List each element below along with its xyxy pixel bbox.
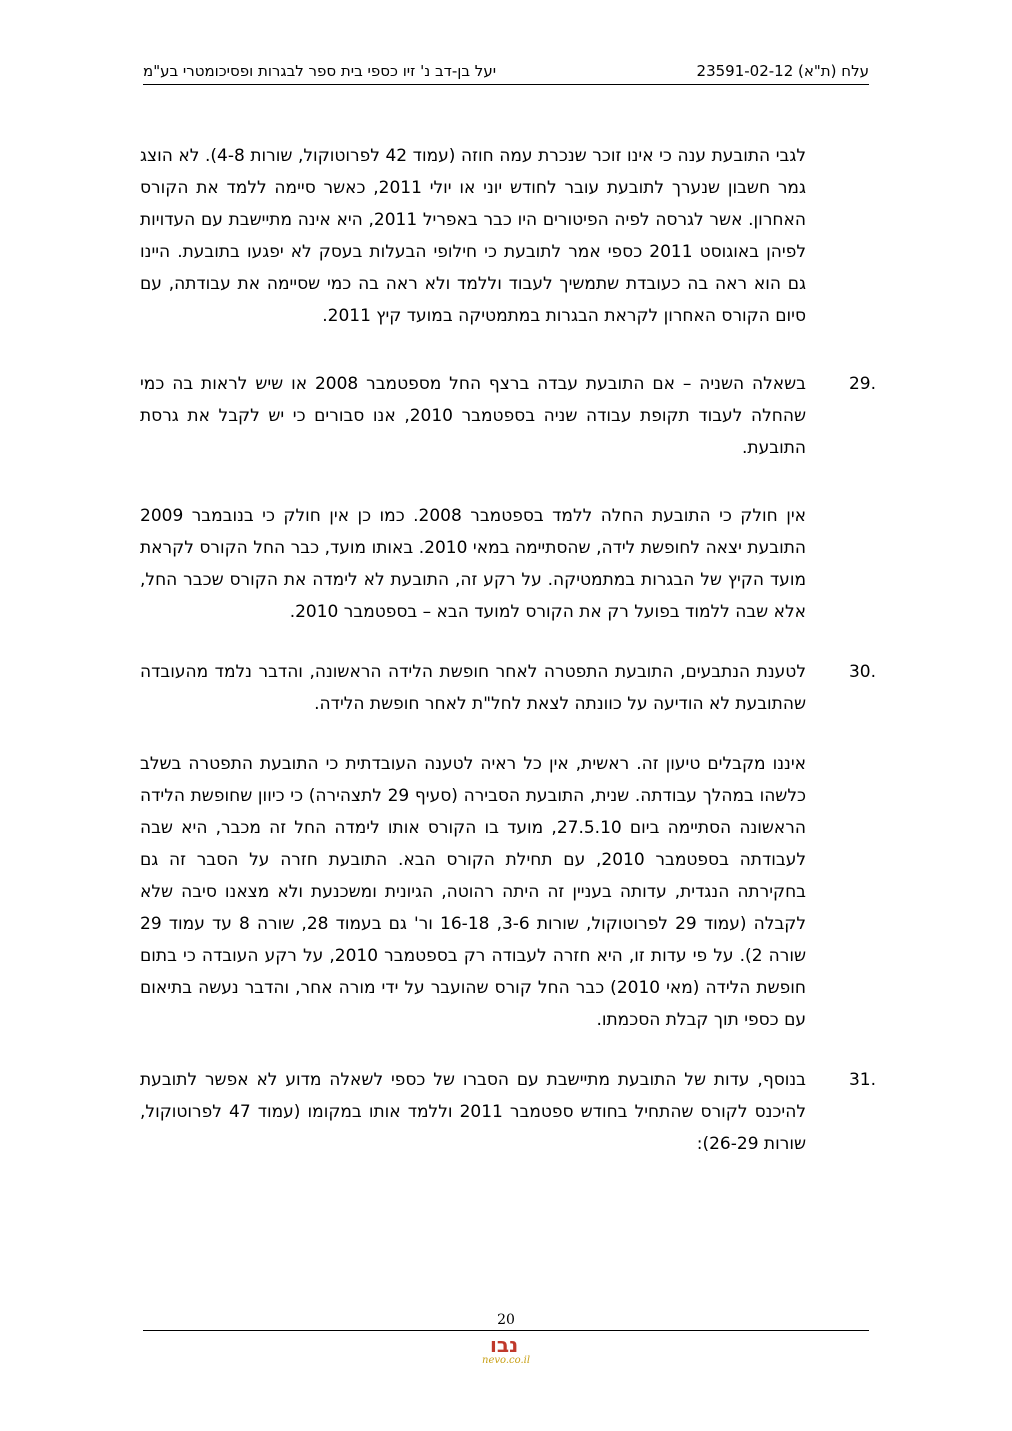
case-parties: יעל בן-דב נ' זיו כספי בית ספר לבגרות ופסיכומטרי בע"מ xyxy=(143,62,497,80)
paragraph-text: איננו מקבלים טיעון זה. ראשית, אין כל ראיה לטענה העובדתית כי התובעת התפטרה בשלב כלשהו במהלך עבודתה. שנית, התובעת הסבירה (סעיף 29 לתצהירה) כי כיוון שחופשת הלידה הראשונה הסתיימה ביום 27.5.10, מועד בו הקורס אותו לימדה החל זה מכבר, היא שבה לעבודתה בספטמבר 2010, עם תחילת הקורס הבא. התובעת חזרה על הסבר זה גם בחקירתה הנגדית, עדותה בעניין זה היתה רהוטה, הגיונית ומשכנעת ולא מצאנו סיבה שלא לקבלה (עמוד 29 לפרוטוקול, שורות 3-6, 16-18 ור' גם בעמוד 28, שורה 8 עד עמוד 29 שורה 2). על פי עדות זו, היא חזרה לעבודה רק בספטמבר 2010, על רקע העובדה כי בתום חופשת הלידה (מאי 2010) כבר החל קורס שהועבר על ידי מורה אחר, והדבר נעשה בתיאום עם כספי תוך קבלת הסכמתו. xyxy=(140,754,806,1030)
paragraph-number: .30 xyxy=(848,662,876,682)
nevo-logo xyxy=(460,1334,560,1366)
paragraph-text: בשאלה השניה – אם התובעת עבדה ברצף החל מספטמבר 2008 או שיש לראות בה כמי שהחלה לעבוד תקופת עבודה שניה בספטמבר 2010, אנו סבורים כי יש לקבל את גרסת התובעת. xyxy=(140,374,806,458)
paragraph-number: .31 xyxy=(848,1070,876,1090)
document-body xyxy=(140,140,876,1160)
paragraph-text: לגבי התובעת ענה כי אינו זוכר שנכרת עמה חוזה (עמוד 42 לפרוטוקול, שורות 4-8). לא הוצג גמר חשבון שנערך לתובעת עובר לחודש יוני או יולי 2011, כאשר סיימה ללמד את הקורס האחרון. אשר לגרסה לפיה הפיטורים היו כבר באפריל 2011, היא אינה מתיישבת עם העדויות לפיהן באוגוסט 2011 כספי אמר לתובעת כי חילופי הבעלות בעסק לא יפגעו בתובעת. היינו גם הוא ראה בה כעובדת שתמשיך לעבוד וללמד ולא ראה בה כמי שסיימה את עבודתה, עם סיום הקורס האחרון לקראת הבגרות במתמטיקה במועד קיץ 2011. xyxy=(140,146,806,326)
footer-rule xyxy=(143,1330,869,1331)
paragraph-29-sub xyxy=(140,500,876,628)
paragraph-29 xyxy=(140,368,876,464)
logo-mark: נבו xyxy=(490,1334,519,1357)
paragraph-text: בנוסף, עדות של התובעת מתיישבת עם הסברו של כספי לשאלה מדוע לא אפשר לתובעת להיכנס לקורס שהתחיל בחודש ספטמבר 2011 וללמד אותו במקומו (עמוד 47 לפרוטוקול, שורות 26-29): xyxy=(140,1070,806,1154)
paragraph-text: לטענת הנתבעים, התובעת התפטרה לאחר חופשת הלידה הראשונה, והדבר נלמד מהעובדה שהתובעת לא הודיעה על כוונתה לצאת לחל"ת לאחר חופשת הלידה. xyxy=(140,662,806,714)
paragraph-30-sub xyxy=(140,748,876,1036)
page-header xyxy=(143,58,869,85)
paragraph-30 xyxy=(140,656,876,720)
paragraph-number: .29 xyxy=(848,374,876,394)
paragraph-continuation xyxy=(140,140,876,332)
logo-text: nevo.co.il xyxy=(482,1355,531,1366)
page-number: 20 xyxy=(497,1312,515,1328)
case-number: עלח (ת"א) 23591-02-12 xyxy=(696,62,869,80)
paragraph-31 xyxy=(140,1064,876,1160)
paragraph-text: אין חולק כי התובעת החלה ללמד בספטמבר 2008. כמו כן אין חולק כי בנובמבר 2009 התובעת יצאה לחופשת לידה, שהסתיימה במאי 2010. באותו מועד, כבר החל הקורס לקראת מועד הקיץ של הבגרות במתמטיקה. על רקע זה, התובעת לא לימדה את הקורס שכבר החל, אלא שבה ללמוד בפועל רק את הקורס למועד הבא – בספטמבר 2010. xyxy=(140,506,806,622)
